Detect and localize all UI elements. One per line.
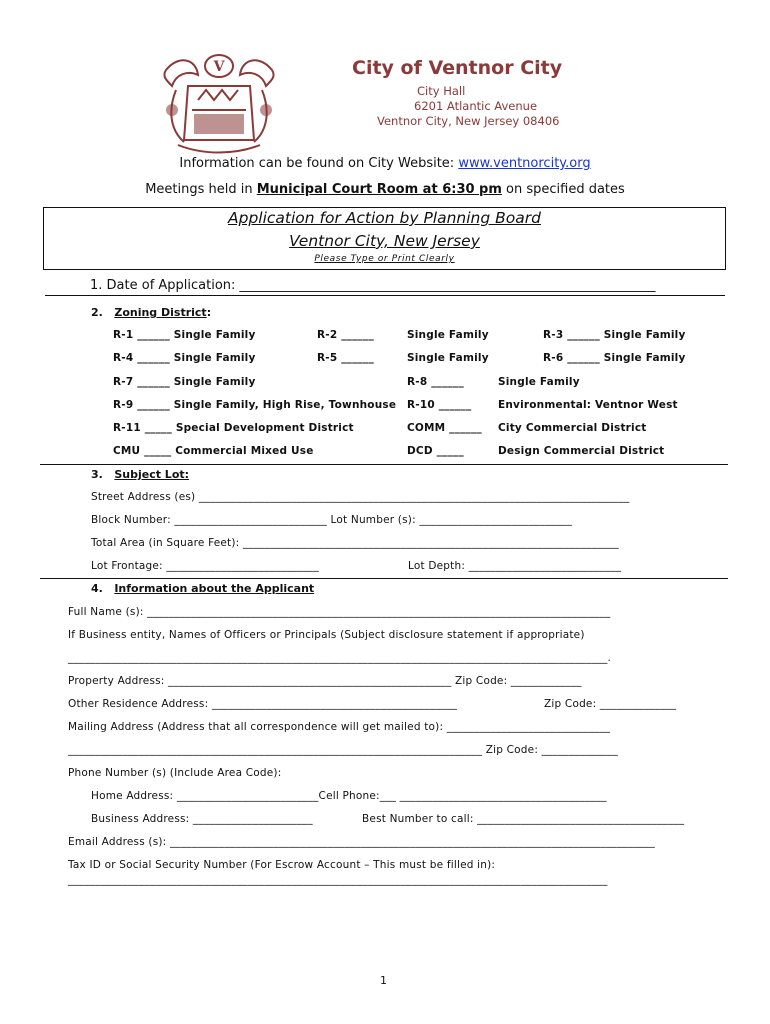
meetings-location: Municipal Court Room at 6:30 pm [256,182,502,197]
section-divider [45,295,725,296]
section3-number: 3. [91,468,103,481]
section-divider [40,464,728,465]
zone-r2[interactable]: R-2 ______ [317,329,374,341]
lot-depth-field[interactable]: Lot Depth: ____________________________ [408,560,622,572]
zone-r2-desc: Single Family [407,329,489,341]
section4-label: Information about the Applicant [114,582,315,595]
zone-r8[interactable]: R-8 ______ [407,376,464,388]
email-address-field[interactable]: Email Address (s): _________________________________________________________________________________________ [68,836,656,848]
tax-id-field[interactable]: ___________________________________________________________________________________________________ [68,874,608,886]
street-address-field[interactable]: Street Address (es) _______________________________________________________________________________ [91,491,630,503]
meetings-prefix: Meetings held in [145,182,257,197]
lot-frontage-field[interactable]: Lot Frontage: ____________________________ [91,560,319,572]
zone-r6[interactable]: R-6 ______ Single Family [543,352,686,364]
home-cell-field[interactable]: Home Address: __________________________Cell Phone:___ ______________________________________ [91,790,607,802]
business-address-field[interactable]: Business Address: ______________________ [91,813,313,825]
best-number-field[interactable]: Best Number to call: ______________________________________ [362,813,685,825]
meetings-line [0,182,770,197]
section4-heading [91,582,314,595]
city-seal-logo [158,50,280,160]
section2-label: Zoning District [114,306,207,319]
other-residence-field[interactable]: Other Residence Address: _____________________________________________ [68,698,458,710]
zone-cmu[interactable]: CMU _____ Commercial Mixed Use [113,445,314,457]
property-address-field[interactable]: Property Address: ____________________________________________________ Zip Code: _____________ [68,675,582,687]
website-line [0,156,770,171]
block-lot-field[interactable]: Block Number: ____________________________ Lot Number (s): ____________________________ [91,514,572,526]
zone-comm-desc: City Commercial District [498,422,647,434]
zone-r10[interactable]: R-10 ______ [407,399,472,411]
form-note: Please Type or Print Clearly [314,254,455,264]
other-residence-zip-field[interactable]: Zip Code: ______________ [544,698,677,710]
page-number: 1 [380,974,387,987]
zone-r5-desc: Single Family [407,352,489,364]
seal-letter: V [213,59,225,75]
section3-heading [91,468,189,481]
zone-r1[interactable]: R-1 ______ Single Family [113,329,256,341]
meetings-suffix: on specified dates [501,182,625,197]
zone-r10-desc: Environmental: Ventnor West [498,399,678,411]
section3-label: Subject Lot: [114,468,190,481]
zone-dcd-desc: Design Commercial District [498,445,665,457]
zone-r7[interactable]: R-7 ______ Single Family [113,376,256,388]
phone-number-label: Phone Number (s) (Include Area Code): [68,767,282,779]
city-name: City of Ventnor City [352,57,563,79]
zone-r8-desc: Single Family [498,376,580,388]
letterhead-line1: City Hall [417,84,466,98]
zone-r3[interactable]: R-3 ______ Single Family [543,329,686,341]
zone-comm[interactable]: COMM ______ [407,422,482,434]
section2-colon: : [206,306,212,319]
zone-r11[interactable]: R-11 _____ Special Development District [113,422,354,434]
mailing-address-line2-field[interactable]: ____________________________________________________________________________ Zip Code: ______________ [68,744,618,756]
website-link[interactable]: www.ventnorcity.org [458,156,591,171]
section4-number: 4. [91,582,103,595]
website-prefix: Information can be found on City Website: [179,156,459,171]
zone-r9[interactable]: R-9 ______ Single Family, High Rise, Townhouse [113,399,397,411]
mailing-address-field[interactable]: Mailing Address (Address that all correspondence will get mailed to): ______________________________ [68,721,611,733]
letterhead-line2: 6201 Atlantic Avenue [414,99,538,113]
section2-heading [91,306,211,319]
zone-dcd[interactable]: DCD _____ [407,445,464,457]
full-name-field[interactable]: Full Name (s): _____________________________________________________________________________________ [68,606,611,618]
section-divider [40,578,728,579]
date-of-application-field[interactable]: 1. Date of Application: ________________________________________________________________ [90,278,656,293]
business-entity-field[interactable]: ___________________________________________________________________________________________________. [68,652,612,664]
section2-number: 2. [91,306,103,319]
business-entity-label: If Business entity, Names of Officers or Principals (Subject disclosure statement if appropriate) [68,629,585,641]
form-title: Application for Action by Planning Board [228,209,541,227]
tax-id-label: Tax ID or Social Security Number (For Escrow Account – This must be filled in): [68,859,496,871]
zone-r5[interactable]: R-5 ______ [317,352,374,364]
letterhead-line3: Ventnor City, New Jersey 08406 [377,114,560,128]
form-subtitle: Ventnor City, New Jersey [289,232,480,250]
total-area-field[interactable]: Total Area (in Square Feet): _____________________________________________________________________ [91,537,619,549]
zone-r4[interactable]: R-4 ______ Single Family [113,352,256,364]
